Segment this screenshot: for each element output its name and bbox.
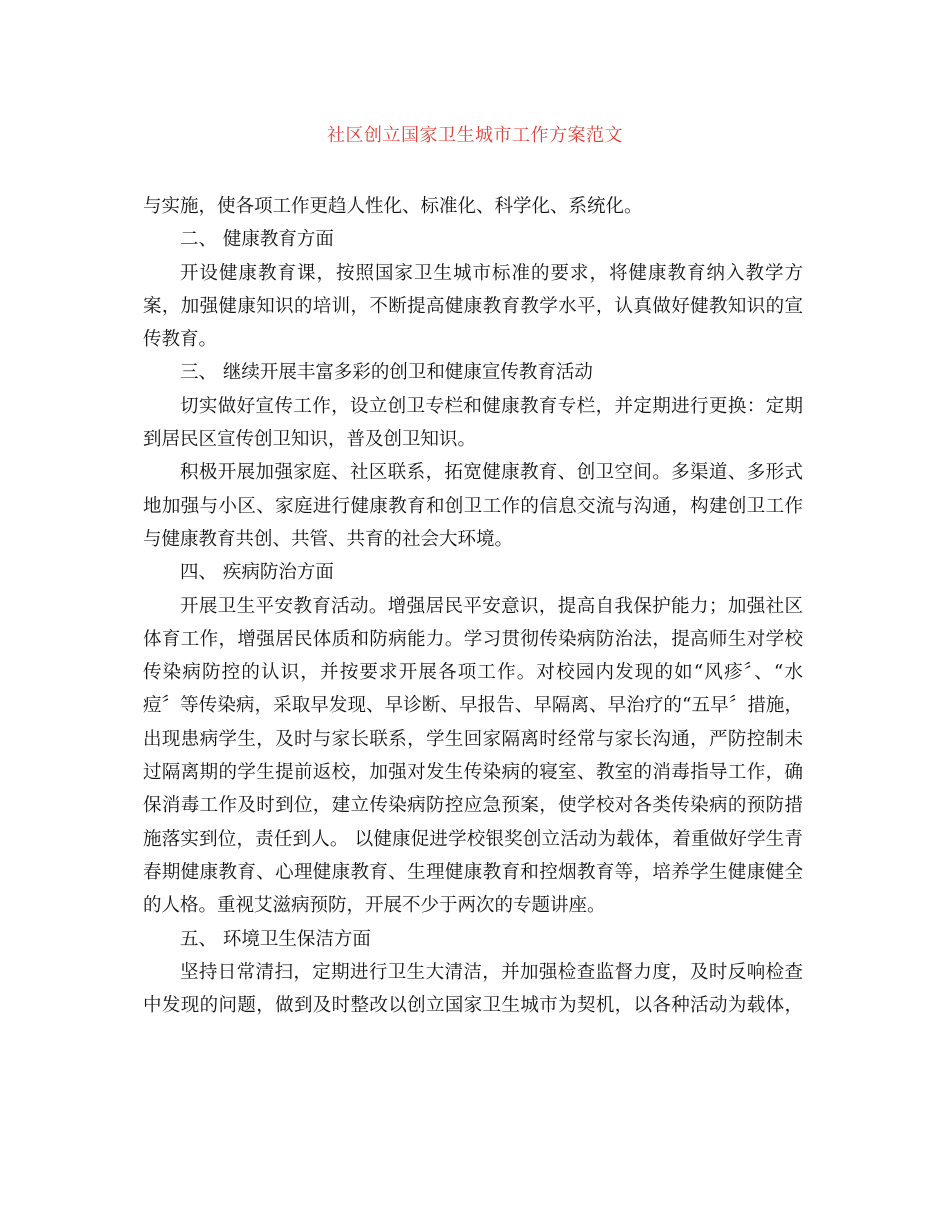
section-heading: 四、 疾病防治方面 xyxy=(180,562,334,584)
text-line: 中发现的问题，做到及时整改以创立国家卫生城市为契机，以各种活动为载体， xyxy=(143,995,803,1017)
document-title: 社区创立国家卫生城市工作方案范文 xyxy=(327,125,623,146)
text-line: 出现患病学生，及时与家长联系，学生回家隔离时经常与家长沟通，严防控制未 xyxy=(143,728,803,750)
text-line: 过隔离期的学生提前返校，加强对发生传染病的寝室、教室的消毒指导工作，确 xyxy=(143,762,803,784)
text-line: 传教育。 xyxy=(143,329,218,351)
text-line: 体育工作，增强居民体质和防病能力。学习贯彻传染病防治法，提高师生对学校 xyxy=(143,628,803,650)
text-line: 案，加强健康知识的培训，不断提高健康教育教学水平，认真做好健教知识的宣 xyxy=(143,295,803,317)
text-line: 开展卫生平安教育活动。增强居民平安意识，提高自我保护能力；加强社区 xyxy=(180,595,803,617)
section-heading: 三、 继续开展丰富多彩的创卫和健康宣传教育活动 xyxy=(180,362,593,384)
document-body xyxy=(143,190,803,1022)
text-line: 积极开展加强家庭、社区联系，拓宽健康教育、创卫空间。多渠道、多形式 xyxy=(180,462,803,484)
text-line: 与健康教育共创、共管、共育的社会大环境。 xyxy=(143,528,514,550)
text-line: 到居民区宣传创卫知识，普及创卫知识。 xyxy=(143,429,477,451)
text-line: 的人格。重视艾滋病预防，开展不少于两次的专题讲座。 xyxy=(143,895,606,917)
text-line: 保消毒工作及时到位，建立传染病防控应急预案，使学校对各类传染病的预防措 xyxy=(143,795,803,817)
text-line: 与实施，使各项工作更趋人性化、标准化、科学化、系统化。 xyxy=(143,196,643,217)
text-line: 春期健康教育、心理健康教育、生理健康教育和控烟教育等，培养学生健康健全 xyxy=(143,861,803,883)
text-line: 传染病防控的认识，并按要求开展各项工作。对校园内发现的如“风疹〞、“水 xyxy=(143,662,803,684)
text-line: 痘〞等传染病，采取早发现、早诊断、早报告、早隔离、早治疗的“五早〞措施， xyxy=(143,695,803,717)
text-line: 开设健康教育课，按照国家卫生城市标准的要求，将健康教育纳入教学方 xyxy=(180,262,803,284)
text-line: 施落实到位，责任到人。 以健康促进学校银奖创立活动为载体，着重做好学生青 xyxy=(143,828,803,850)
section-heading: 五、 环境卫生保洁方面 xyxy=(180,928,371,950)
text-line: 切实做好宣传工作，设立创卫专栏和健康教育专栏，并定期进行更换：定期 xyxy=(180,395,803,417)
section-heading: 二、 健康教育方面 xyxy=(180,229,334,251)
text-line: 地加强与小区、家庭进行健康教育和创卫工作的信息交流与沟通，构建创卫工作 xyxy=(143,495,803,517)
text-line: 坚持日常清扫，定期进行卫生大清洁，并加强检查监督力度，及时反响检查 xyxy=(180,961,803,983)
